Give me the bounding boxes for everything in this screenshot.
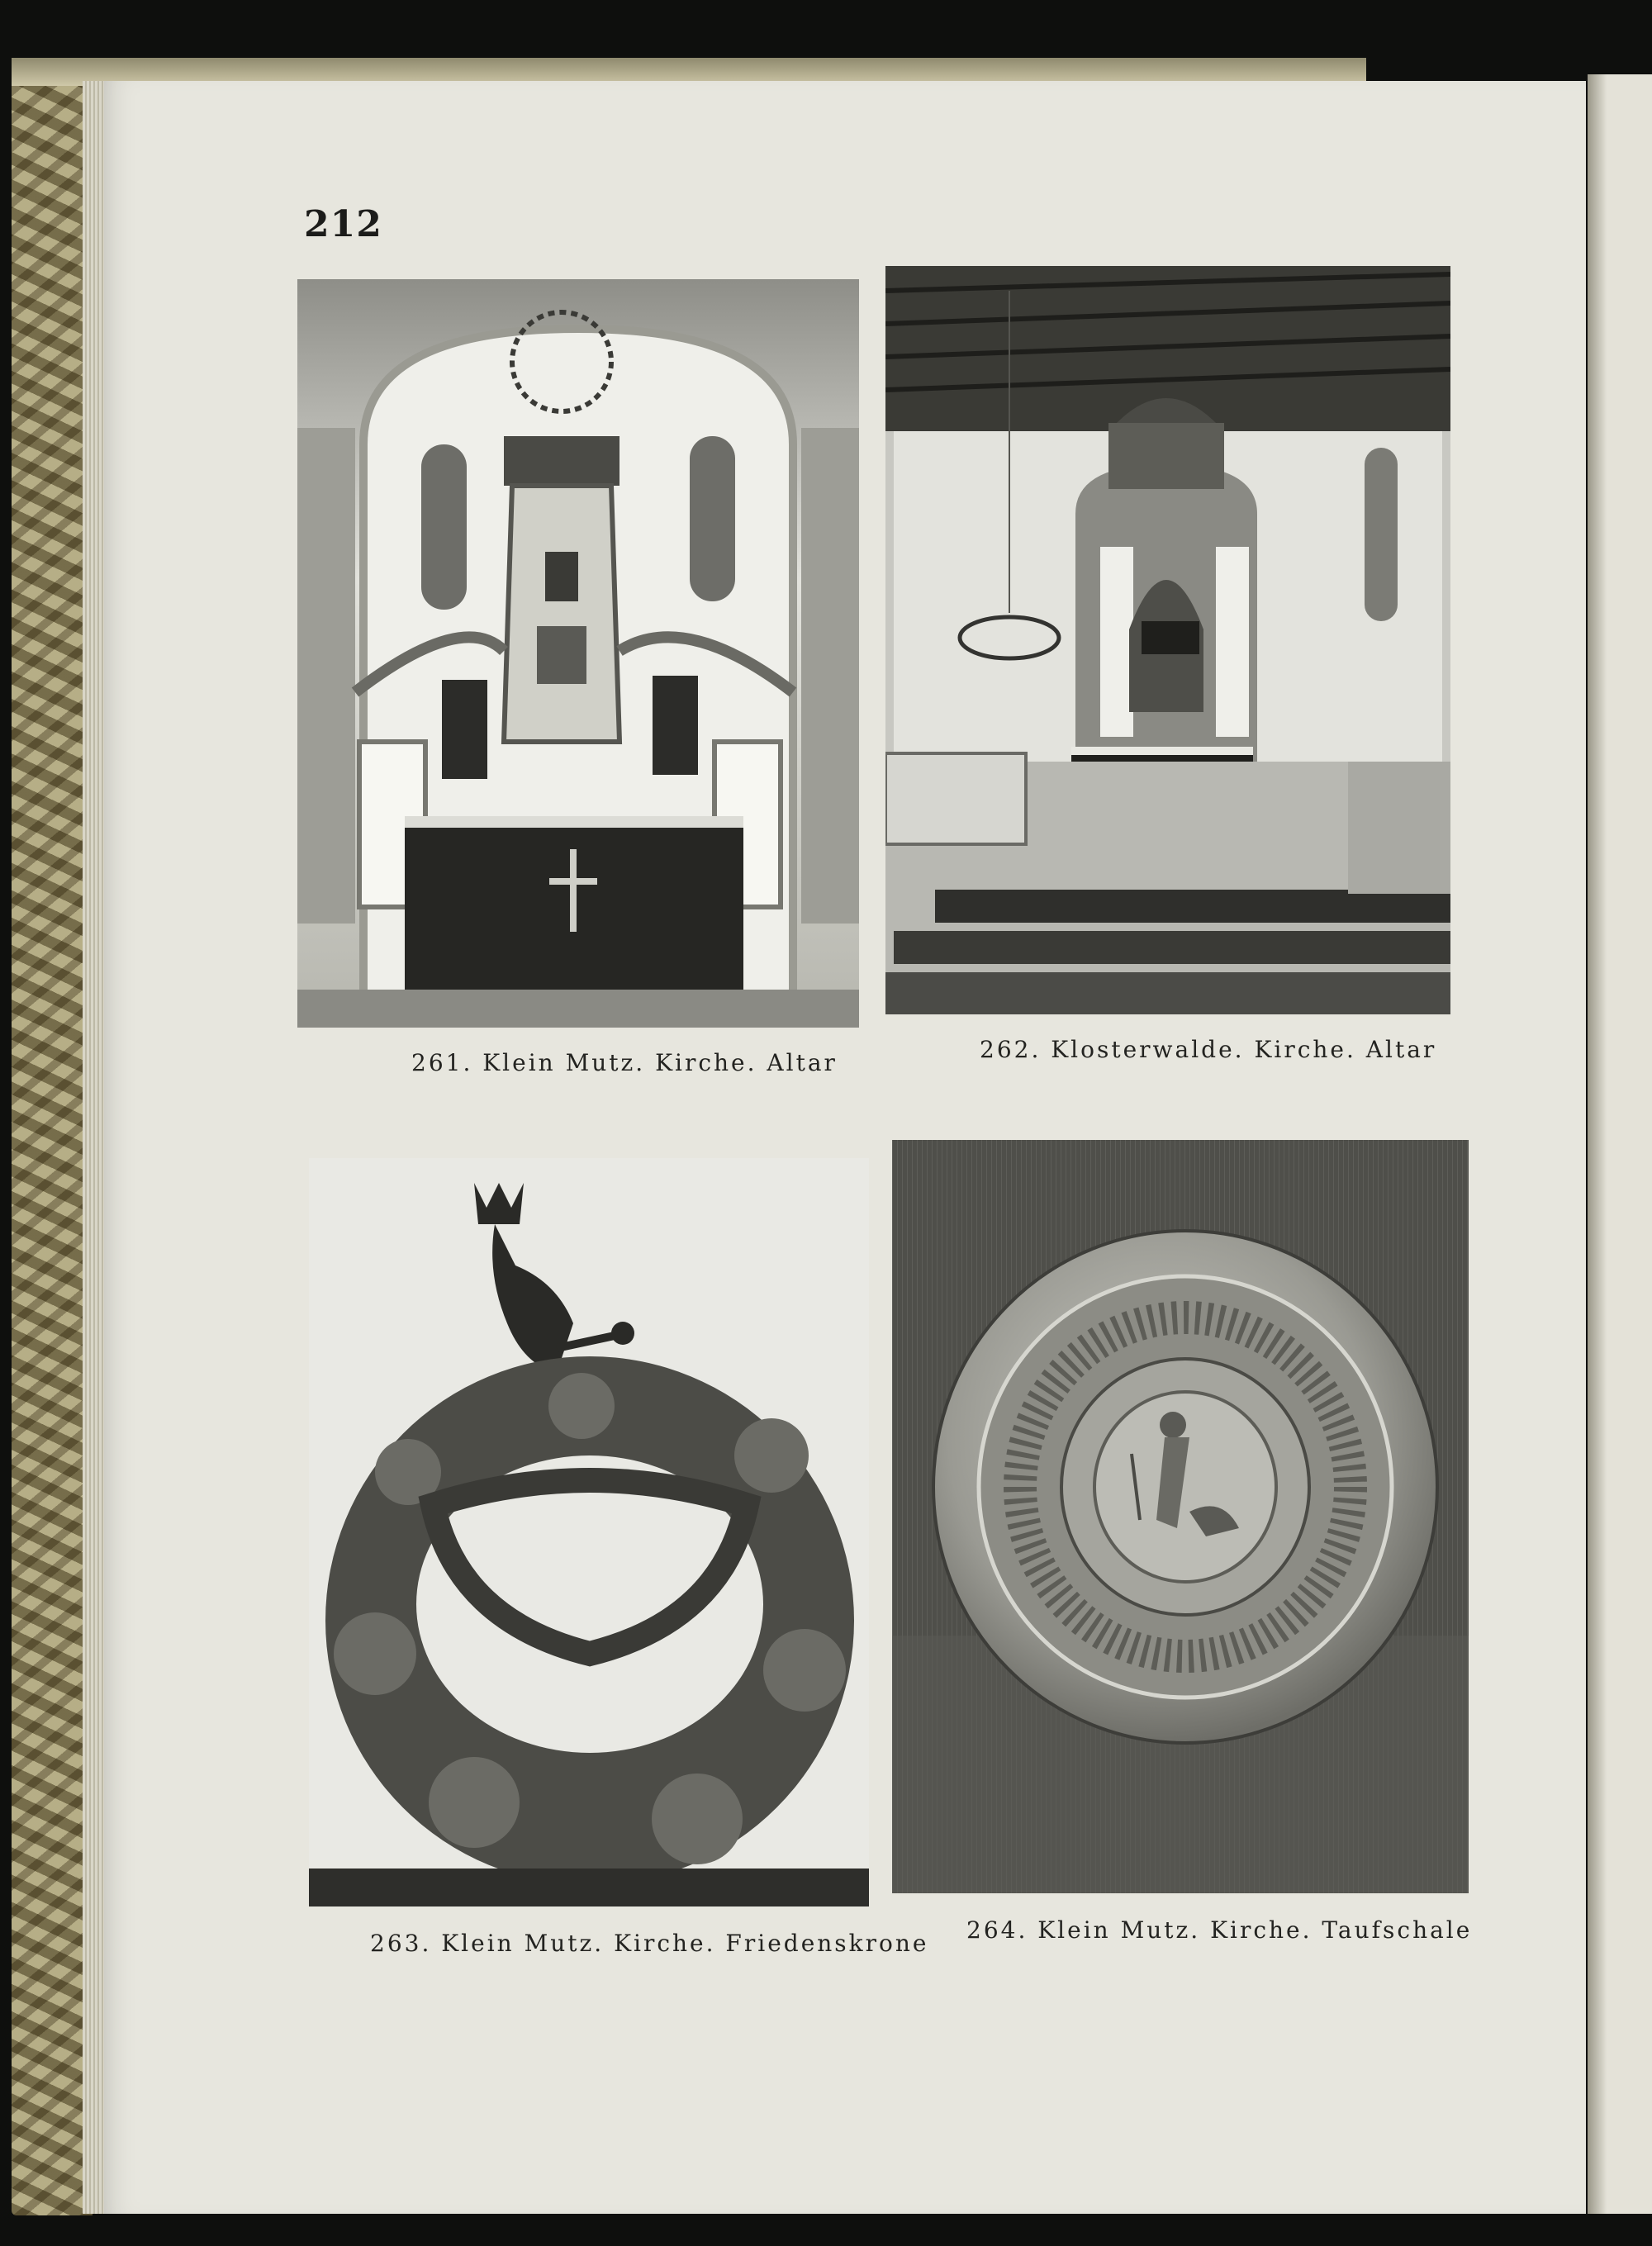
- figure-262-caption: 262. Klosterwalde. Kirche. Altar: [980, 1036, 1437, 1063]
- page-number: 212: [304, 203, 382, 245]
- page-stack-edge: [83, 81, 104, 2214]
- figure-264-photo: [892, 1140, 1469, 1893]
- facing-page-edge: [1588, 74, 1652, 2214]
- figure-263-caption: 263. Klein Mutz. Kirche. Friedenskrone: [370, 1930, 929, 1957]
- figure-261-photo: [297, 279, 859, 1028]
- figure-264-caption: 264. Klein Mutz. Kirche. Taufschale: [966, 1916, 1473, 1944]
- figure-261-caption: 261. Klein Mutz. Kirche. Altar: [411, 1049, 838, 1076]
- figure-262-photo: [885, 266, 1450, 1014]
- book-cover-binding: [12, 59, 93, 2215]
- figure-263-photo: [309, 1158, 869, 1906]
